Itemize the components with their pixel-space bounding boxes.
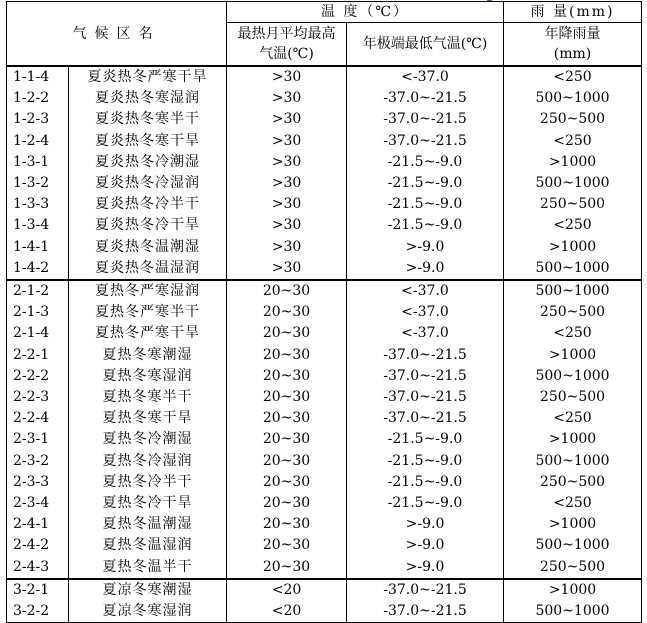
max-temp-value: >30: [227, 258, 347, 280]
min-temp-value: -37.0~-21.5: [347, 601, 504, 623]
rainfall-value: >1000: [504, 514, 642, 535]
min-temp-value: >-9.0: [347, 258, 504, 280]
zone-name: 夏热冬温湿润: [69, 535, 227, 556]
table-row: [7, 601, 642, 623]
min-temp-value: -37.0~-21.5: [347, 579, 504, 601]
table-row: [7, 66, 642, 88]
rainfall-value: <250: [504, 215, 642, 236]
table-row: [7, 152, 642, 173]
rainfall-value: 500~1000: [504, 366, 642, 387]
table-row: [7, 131, 642, 152]
min-temp-value: >-9.0: [347, 557, 504, 579]
climate-zone-table: [6, 1, 642, 623]
annual-rainfall-header-line2: (mm): [553, 46, 592, 62]
rainfall-value: 500~1000: [504, 88, 642, 109]
table-header: [7, 2, 642, 67]
temperature-header: 温 度（℃）: [227, 2, 504, 23]
max-temp-value: 20~30: [227, 493, 347, 514]
zone-name: 夏凉冬寒湿润: [69, 601, 227, 623]
max-temp-value: >30: [227, 194, 347, 215]
min-temp-value: -37.0~-21.5: [347, 345, 504, 366]
min-temp-value: >-9.0: [347, 237, 504, 258]
table-row: [7, 323, 642, 344]
rainfall-header: 雨 量(mm): [504, 2, 642, 23]
zone-code: 1-2-3: [7, 109, 69, 130]
table-row: [7, 173, 642, 194]
max-temp-value: <20: [227, 601, 347, 623]
table-row: [7, 109, 642, 130]
zone-name: 夏热冬温潮湿: [69, 514, 227, 535]
zone-name: 夏炎热冬寒干旱: [69, 131, 227, 152]
zone-name: 夏炎热冬冷湿润: [69, 173, 227, 194]
table-row: [7, 429, 642, 450]
min-temp-value: -37.0~-21.5: [347, 88, 504, 109]
zone-code: 2-2-2: [7, 366, 69, 387]
max-temp-value: 20~30: [227, 429, 347, 450]
zone-code: 1-3-4: [7, 215, 69, 236]
table-row: [7, 514, 642, 535]
rainfall-value: 250~500: [504, 387, 642, 408]
min-temp-value: <-37.0: [347, 302, 504, 323]
table-row: [7, 535, 642, 556]
zone-name-header: 气候区名: [7, 2, 227, 67]
rainfall-value: <250: [504, 323, 642, 344]
zone-code: 2-2-1: [7, 345, 69, 366]
table-row: [7, 451, 642, 472]
max-temp-value: <20: [227, 579, 347, 601]
zone-code: 1-2-4: [7, 131, 69, 152]
table-row: [7, 237, 642, 258]
max-temp-value: >30: [227, 173, 347, 194]
zone-name: 夏热冬寒湿润: [69, 366, 227, 387]
max-temp-value: 20~30: [227, 387, 347, 408]
max-temp-value: 20~30: [227, 323, 347, 344]
zone-code: 2-1-3: [7, 302, 69, 323]
zone-name: 夏炎热冬严寒干旱: [69, 66, 227, 88]
zone-code: 1-3-1: [7, 152, 69, 173]
rainfall-value: 250~500: [504, 472, 642, 493]
zone-name: 夏炎热冬冷半干: [69, 194, 227, 215]
max-temp-value: 20~30: [227, 280, 347, 302]
rainfall-value: >1000: [504, 237, 642, 258]
zone-name: 夏热冬寒半干: [69, 387, 227, 408]
min-temp-value: -21.5~-9.0: [347, 493, 504, 514]
zone-group-1: [7, 66, 642, 280]
zone-code: 2-4-3: [7, 557, 69, 579]
table-row: [7, 408, 642, 429]
zone-code: 1-2-2: [7, 88, 69, 109]
zone-name: 夏炎热冬温湿润: [69, 258, 227, 280]
min-temp-value: -21.5~-9.0: [347, 472, 504, 493]
max-temp-value: 20~30: [227, 451, 347, 472]
rainfall-value: >1000: [504, 429, 642, 450]
zone-code: 2-3-1: [7, 429, 69, 450]
min-temp-value: -21.5~-9.0: [347, 173, 504, 194]
rainfall-value: 250~500: [504, 557, 642, 579]
zone-name: 夏热冬冷半干: [69, 472, 227, 493]
min-temp-value: -37.0~-21.5: [347, 109, 504, 130]
rainfall-value: >1000: [504, 579, 642, 601]
zone-code: 2-3-3: [7, 472, 69, 493]
zone-name: 夏热冬冷湿润: [69, 451, 227, 472]
max-temp-value: 20~30: [227, 535, 347, 556]
min-temp-header: 年极端最低气温(℃): [347, 23, 504, 67]
zone-code: 1-1-4: [7, 66, 69, 88]
rainfall-value: 500~1000: [504, 535, 642, 556]
max-temp-value: >30: [227, 66, 347, 88]
min-temp-value: -21.5~-9.0: [347, 429, 504, 450]
zone-code: 1-3-2: [7, 173, 69, 194]
table-row: [7, 302, 642, 323]
max-temp-value: 20~30: [227, 302, 347, 323]
table-row: [7, 472, 642, 493]
min-temp-value: >-9.0: [347, 535, 504, 556]
max-temp-value: >30: [227, 131, 347, 152]
rainfall-value: >1000: [504, 152, 642, 173]
min-temp-value: <-37.0: [347, 280, 504, 302]
max-temp-value: 20~30: [227, 345, 347, 366]
table-row: [7, 215, 642, 236]
min-temp-value: -21.5~-9.0: [347, 215, 504, 236]
table-row: [7, 579, 642, 601]
table-row: [7, 493, 642, 514]
max-temp-value: 20~30: [227, 557, 347, 579]
annual-rainfall-header-line1: 年降雨量: [544, 26, 601, 42]
max-temp-header-line1: 最热月平均最高: [237, 26, 336, 42]
zone-name: 夏热冬寒干旱: [69, 408, 227, 429]
zone-code: 2-4-1: [7, 514, 69, 535]
table-row: [7, 387, 642, 408]
min-temp-value: -37.0~-21.5: [347, 387, 504, 408]
min-temp-value: <-37.0: [347, 66, 504, 88]
rainfall-value: 250~500: [504, 302, 642, 323]
zone-name: 夏凉冬寒潮湿: [69, 579, 227, 601]
zone-name: 夏热冬严寒半干: [69, 302, 227, 323]
max-temp-value: 20~30: [227, 366, 347, 387]
max-temp-value: >30: [227, 152, 347, 173]
zone-name: 夏热冬冷干旱: [69, 493, 227, 514]
rainfall-value: 500~1000: [504, 258, 642, 280]
max-temp-value: 20~30: [227, 514, 347, 535]
min-temp-value: -37.0~-21.5: [347, 366, 504, 387]
table-row: [7, 366, 642, 387]
zone-name: 夏炎热冬冷干旱: [69, 215, 227, 236]
zone-name: 夏热冬寒潮湿: [69, 345, 227, 366]
zone-name: 夏炎热冬寒半干: [69, 109, 227, 130]
zone-name: 夏热冬温半干: [69, 557, 227, 579]
rainfall-value: <250: [504, 131, 642, 152]
rainfall-value: <250: [504, 66, 642, 88]
zone-group-3: [7, 579, 642, 623]
zone-code: 3-2-1: [7, 579, 69, 601]
climate-zone-table-container: [6, 1, 641, 623]
rainfall-value: <250: [504, 493, 642, 514]
zone-name: 夏炎热冬温潮湿: [69, 237, 227, 258]
zone-code: 2-2-4: [7, 408, 69, 429]
zone-code: 2-3-4: [7, 493, 69, 514]
rainfall-value: 500~1000: [504, 601, 642, 623]
zone-group-2: [7, 280, 642, 579]
table-row: [7, 88, 642, 109]
min-temp-value: -37.0~-21.5: [347, 408, 504, 429]
zone-code: 3-2-2: [7, 601, 69, 623]
zone-name: 夏热冬严寒干旱: [69, 323, 227, 344]
rainfall-value: >1000: [504, 345, 642, 366]
rainfall-value: 500~1000: [504, 173, 642, 194]
max-temp-value: >30: [227, 88, 347, 109]
rainfall-value: 500~1000: [504, 451, 642, 472]
zone-code: 2-1-2: [7, 280, 69, 302]
min-temp-value: -21.5~-9.0: [347, 194, 504, 215]
zone-code: 1-4-2: [7, 258, 69, 280]
rainfall-value: 250~500: [504, 109, 642, 130]
table-row: [7, 194, 642, 215]
max-temp-value: 20~30: [227, 472, 347, 493]
zone-code: 2-1-4: [7, 323, 69, 344]
zone-code: 2-2-3: [7, 387, 69, 408]
max-temp-header: [227, 23, 347, 67]
table-row: [7, 280, 642, 302]
rainfall-value: 250~500: [504, 194, 642, 215]
table-row: [7, 345, 642, 366]
zone-name: 夏热冬冷潮湿: [69, 429, 227, 450]
zone-name: 夏炎热冬寒湿润: [69, 88, 227, 109]
max-temp-value: 20~30: [227, 408, 347, 429]
annual-rainfall-header: [504, 23, 642, 67]
zone-code: 2-3-2: [7, 451, 69, 472]
max-temp-value: >30: [227, 237, 347, 258]
zone-code: 2-4-2: [7, 535, 69, 556]
table-row: [7, 557, 642, 579]
min-temp-value: <-37.0: [347, 323, 504, 344]
zone-code: 1-3-3: [7, 194, 69, 215]
zone-code: 1-4-1: [7, 237, 69, 258]
zone-name: 夏热冬严寒湿润: [69, 280, 227, 302]
rainfall-value: 500~1000: [504, 280, 642, 302]
rainfall-value: <250: [504, 408, 642, 429]
max-temp-value: >30: [227, 215, 347, 236]
min-temp-value: -21.5~-9.0: [347, 152, 504, 173]
zone-name: 夏炎热冬冷潮湿: [69, 152, 227, 173]
min-temp-value: -21.5~-9.0: [347, 451, 504, 472]
min-temp-value: -37.0~-21.5: [347, 131, 504, 152]
max-temp-header-line2: 气温(℃): [259, 46, 314, 62]
table-row: [7, 258, 642, 280]
max-temp-value: >30: [227, 109, 347, 130]
min-temp-value: >-9.0: [347, 514, 504, 535]
